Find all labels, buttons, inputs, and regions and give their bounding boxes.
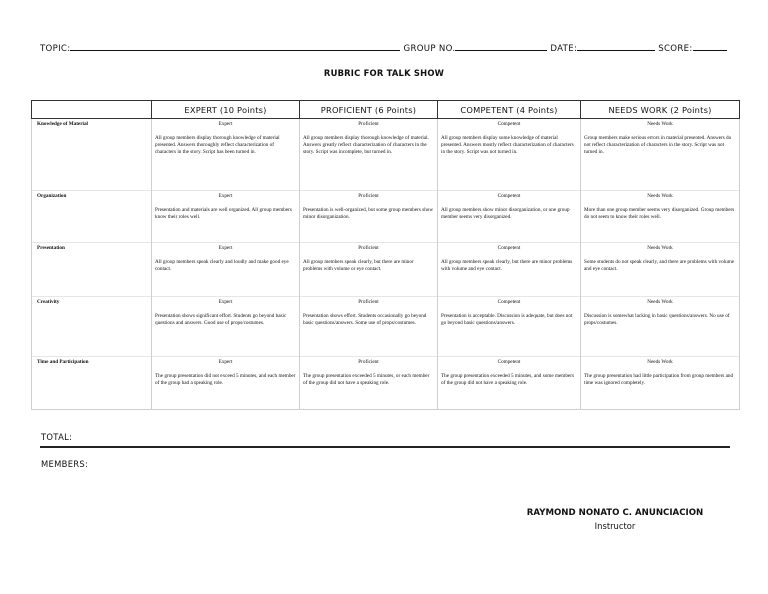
- rubric-cell: [438, 357, 581, 410]
- criterion-label: Presentation: [32, 243, 152, 297]
- level-description: More than one group member seems very disorganized. Group members do not seem to know their roles well.: [584, 206, 735, 220]
- rubric-row-presentation: [32, 243, 740, 297]
- level-label: Needs Work: [647, 193, 673, 199]
- group-field[interactable]: [455, 41, 547, 51]
- level-description: All group members display thorough knowledge of material. Answers greatly reflect characterization of characters in the story. Script was incomplete, but turned in.: [303, 134, 429, 155]
- header-fields: [40, 41, 740, 54]
- criterion-label: Organization: [32, 191, 152, 243]
- rubric-cell: [581, 297, 740, 357]
- rubric-cell: [152, 243, 300, 297]
- level-label: Needs Work: [647, 121, 673, 127]
- score-field[interactable]: [693, 41, 727, 51]
- level-label: Proficient: [358, 299, 379, 305]
- level-label: Expert: [218, 299, 233, 305]
- rubric-cell: [438, 243, 581, 297]
- date-field[interactable]: [577, 41, 655, 51]
- column-header-proficient: PROFICIENT (6 Points): [300, 101, 438, 119]
- members-label: MEMBERS:: [41, 459, 89, 469]
- level-description: The group presentation exceeded 5 minutes, or each member of the group did not have a speaking role.: [303, 372, 430, 386]
- rubric-cell: [581, 357, 740, 410]
- level-description: Some students do not speak clearly, and there are problems with volume and eye contact.: [584, 258, 735, 272]
- criterion-label: Knowledge of Material: [32, 119, 152, 191]
- rubric-row-time-participation: [32, 357, 740, 410]
- rubric-cell: [152, 119, 300, 191]
- rubric-cell: [300, 357, 438, 410]
- signatory-role: Instructor: [594, 521, 636, 531]
- level-description: Group members make serious errors in material presented. Answers do not reflect characterization of characters in the story. Script was not turned in.: [584, 134, 732, 155]
- total-divider: [40, 446, 730, 448]
- level-label: Needs Work: [647, 359, 673, 365]
- rubric-cell: [581, 191, 740, 243]
- level-description: The group presentation had little participation from group members and time was ignored completely.: [584, 372, 734, 386]
- level-label: Competent: [497, 245, 521, 251]
- level-label: Needs Work: [647, 245, 673, 251]
- level-description: The group presentation did not exceed 5 minutes, and each member of the group had a speaking role.: [155, 372, 296, 386]
- level-description: Presentation shows significant effort. Students go beyond basic questions and answers. Good use of props/costumes.: [155, 312, 287, 326]
- level-label: Competent: [497, 193, 521, 199]
- rubric-cell: [300, 243, 438, 297]
- criterion-header: [32, 101, 152, 119]
- criterion-label: Creativity: [32, 297, 152, 357]
- column-header-needs-work: NEEDS WORK (2 Points): [581, 101, 740, 119]
- level-description: All group members speak clearly, but there are minor problems with volume and eye contact.: [441, 258, 573, 272]
- rubric-cell: [581, 119, 740, 191]
- topic-field[interactable]: [70, 41, 400, 51]
- level-description: All group members show minor disorganization, or one group member seems very disorganized.: [441, 206, 570, 220]
- level-label: Expert: [218, 245, 233, 251]
- column-header-expert: EXPERT (10 Points): [152, 101, 300, 119]
- rubric-cell: [300, 297, 438, 357]
- rubric-table: [31, 100, 740, 410]
- level-description: All group members display thorough knowledge of material presented. Answers thoroughly reflect characterization of characters in the story. Script has been turned in.: [155, 134, 280, 155]
- rubric-cell: [581, 243, 740, 297]
- signatory-name: RAYMOND NONATO C. ANUNCIACION: [526, 508, 704, 518]
- level-description: Discussion is somewhat lacking in basic questions/answers. No use of props/costumes.: [584, 312, 730, 326]
- rubric-cell: [152, 297, 300, 357]
- page-title: RUBRIC FOR TALK SHOW: [323, 68, 445, 78]
- topic-label: TOPIC:: [40, 44, 71, 54]
- criterion-label: Time and Participation: [32, 357, 152, 410]
- date-label: DATE:: [550, 44, 578, 54]
- level-label: Expert: [218, 193, 233, 199]
- level-label: Needs Work: [647, 299, 673, 305]
- rubric-cell: [152, 357, 300, 410]
- level-label: Expert: [218, 359, 233, 365]
- rubric-cell: [300, 191, 438, 243]
- level-label: Proficient: [358, 193, 379, 199]
- rubric-cell: [438, 191, 581, 243]
- level-label: Expert: [218, 121, 233, 127]
- level-label: Proficient: [358, 245, 379, 251]
- level-label: Proficient: [358, 121, 379, 127]
- rubric-row-knowledge: [32, 119, 740, 191]
- level-description: All group members display some knowledge of material presented. Answers mostly reflect characterization of characters in the story. Script was not turned in.: [441, 134, 574, 155]
- level-description: All group members speak clearly, but there are minor problems with volume or eye contact.: [303, 258, 414, 272]
- score-label: SCORE:: [658, 44, 693, 54]
- column-header-competent: COMPETENT (4 Points): [438, 101, 581, 119]
- level-description: Presentation and materials are well organized. All group members know their roles well.: [155, 206, 292, 220]
- rubric-cell: [438, 119, 581, 191]
- level-label: Competent: [497, 299, 521, 305]
- rubric-cell: [152, 191, 300, 243]
- level-description: Presentation is acceptable. Discussion is adequate, but does not go beyond basic questions/answers.: [441, 312, 573, 326]
- rubric-header-row: [32, 101, 740, 119]
- level-description: Presentation is well-organized, but some group members show minor disorganization.: [303, 206, 434, 220]
- rubric-cell: [300, 119, 438, 191]
- rubric-cell: [438, 297, 581, 357]
- level-label: Competent: [497, 121, 521, 127]
- rubric-row-organization: [32, 191, 740, 243]
- group-label: GROUP NO.: [403, 44, 456, 54]
- level-description: The group presentation exceeded 5 minutes, and some members of the group did not have a speaking role.: [441, 372, 574, 386]
- level-description: All group members speak clearly and loudly and make good eye contact.: [155, 258, 289, 272]
- rubric-row-creativity: [32, 297, 740, 357]
- level-description: Presentation shows effort. Students occasionally go beyond basic questions/answers. Some use of props/costumes.: [303, 312, 427, 326]
- total-label: TOTAL:: [41, 432, 73, 442]
- level-label: Competent: [497, 359, 521, 365]
- level-label: Proficient: [358, 359, 379, 365]
